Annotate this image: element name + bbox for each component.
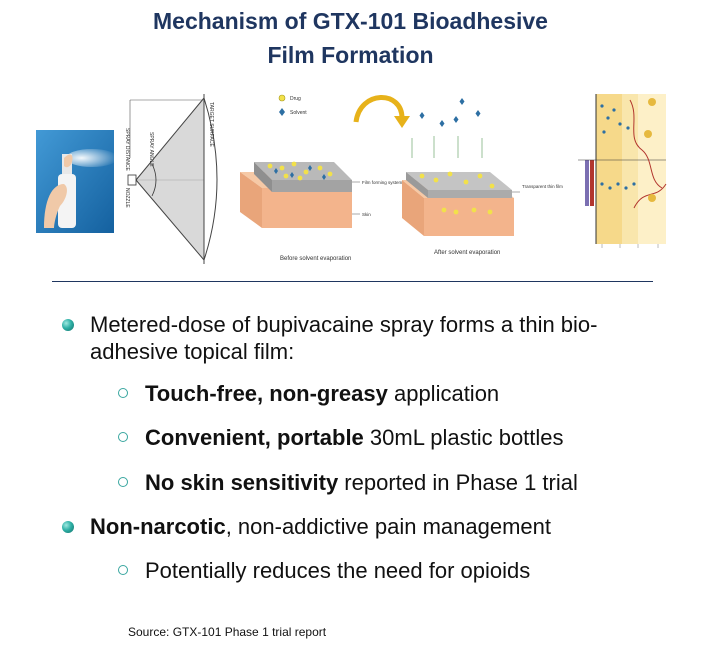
sub-bullet-portable bbox=[145, 424, 685, 451]
solvent-legend-label: Solvent bbox=[290, 110, 307, 116]
slide-title-line-2: Film Formation bbox=[267, 42, 434, 68]
nozzle-label: NOZZLE bbox=[124, 188, 130, 208]
sub-bullet-ring-icon bbox=[118, 432, 128, 442]
after-evaporation-diagram bbox=[402, 98, 563, 256]
mechanism-figure bbox=[30, 88, 670, 270]
bullet-non-narcotic bbox=[90, 513, 670, 540]
bullet-text: Metered-dose of bupivacaine spray forms a thin bio-adhesive topical film: bbox=[90, 312, 598, 364]
sub-bullet-bold: No skin sensitivity bbox=[145, 470, 339, 495]
before-caption: Before solvent evaporation bbox=[280, 256, 352, 262]
solvent-legend-icon bbox=[279, 108, 285, 116]
sub-bullet-bold: Convenient, portable bbox=[145, 425, 364, 450]
sub-bullet-bold: Touch-free, non-greasy bbox=[145, 381, 388, 406]
spray-photo bbox=[36, 130, 118, 233]
skin-cross-section bbox=[578, 94, 666, 248]
bullet-dot-icon bbox=[62, 521, 74, 533]
sub-bullet-skin-sensitivity bbox=[145, 469, 685, 496]
bullet-dot-icon bbox=[62, 319, 74, 331]
sub-bullet-text: application bbox=[387, 381, 500, 406]
slide-title-line-1: Mechanism of GTX-101 Bioadhesive bbox=[153, 8, 548, 34]
sub-bullet-touch-free bbox=[145, 380, 685, 407]
film-forming-label: Film forming system bbox=[362, 180, 403, 185]
bullet-text: , non-addictive pain management bbox=[225, 514, 552, 539]
evaporation-arrow-icon bbox=[356, 97, 410, 128]
skin-label: Skin bbox=[362, 212, 371, 217]
after-caption: After solvent evaporation bbox=[434, 250, 501, 256]
source-note: Source: GTX-101 Phase 1 trial report bbox=[128, 625, 327, 639]
spray-angle-label: SPRAY ANGLE bbox=[148, 132, 154, 167]
sub-bullet-opioids bbox=[145, 557, 685, 584]
bullet-spray-film bbox=[90, 311, 670, 365]
thin-film-label: Transparent thin film bbox=[522, 184, 563, 189]
sub-bullet-text: 30mL plastic bottles bbox=[363, 425, 564, 450]
drug-legend-icon bbox=[279, 95, 285, 101]
spray-angle-diagram bbox=[124, 94, 217, 264]
sub-bullet-text: Potentially reduces the need for opioids bbox=[145, 558, 531, 583]
sub-bullet-ring-icon bbox=[118, 477, 128, 487]
drug-legend-label: Drug bbox=[290, 96, 301, 102]
before-evaporation-diagram bbox=[240, 162, 403, 262]
sub-bullet-ring-icon bbox=[118, 388, 128, 398]
sub-bullet-text: reported in Phase 1 trial bbox=[338, 470, 578, 495]
title-divider bbox=[52, 281, 653, 282]
bullet-bold: Non-narcotic bbox=[90, 514, 226, 539]
slide-title bbox=[0, 4, 701, 72]
spray-distance-label: SPRAY DISTANCE bbox=[124, 128, 130, 171]
sub-bullet-ring-icon bbox=[118, 565, 128, 575]
target-surface-label: TARGET SURFACE bbox=[208, 102, 214, 147]
figure-legend bbox=[279, 95, 307, 116]
